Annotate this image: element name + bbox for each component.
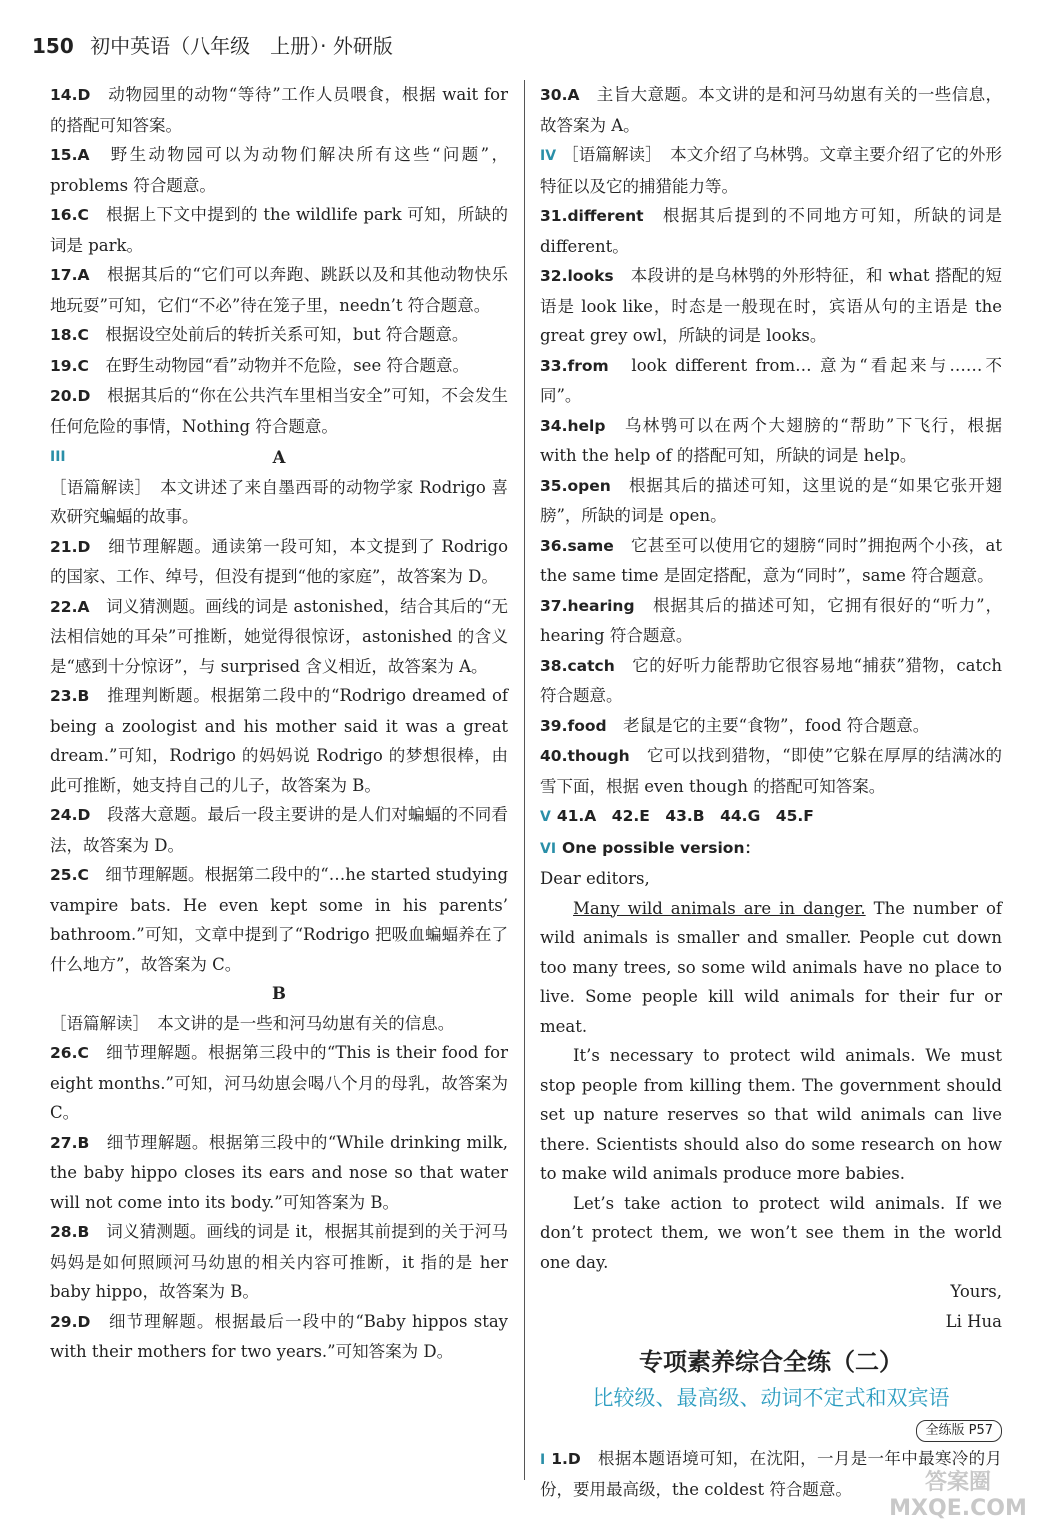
answer-item [540, 351, 1002, 411]
answers-group-right-1 [540, 80, 1002, 140]
answer-number: 24.D [50, 806, 91, 824]
answer-explanation: 在野生动物园“看”动物并不危险，see 符合题意。 [105, 355, 469, 375]
answer-item [50, 260, 508, 320]
letter-p1-rest: The number of wild animals is smaller and smaller. People cut down too many trees, so some wild animals have no place to live. Some people kill wild animals for their fur or meat. [540, 898, 1002, 1036]
answer-number: 19.C [50, 356, 89, 375]
answer-number: 20.D [50, 387, 91, 405]
section-mark: IV [540, 148, 557, 164]
answer-item [540, 741, 1002, 801]
answer-explanation: 细节理解题。根据第二段中的“…he started studying vampire bats. He even kept some in his parents’ bathroom.”可知，文章中提到了“Rodrigo 把吸血蝙蝠养在了什么地方”，故答案为 C。 [50, 865, 509, 974]
answer-item [540, 531, 1002, 591]
answer-number: 33.from [540, 356, 609, 375]
answer-explanation: 乌林鸮可以在两个大翅膀的“帮助”下飞行，根据 with the help of 的搭配可知，所缺的词是 help。 [540, 415, 1002, 465]
answer-explanation: 根据设空处前后的转折关系可知，but 符合题意。 [105, 325, 469, 344]
answer-number: 37.hearing [540, 596, 635, 615]
letter-greeting: Dear editors, [540, 869, 650, 888]
book-title: 初中英语（八年级 上册）· 外研版 [90, 34, 393, 58]
one-possible-version: One possible version： [562, 838, 760, 857]
answer-number: 38.catch [540, 656, 615, 675]
answers-group-right-2 [540, 201, 1002, 801]
answer-item [50, 320, 508, 351]
answer-explanation: 词义猜测题。画线的词是 astonished，结合其后的“无法相信她的耳朵”可推断，她觉得很惊讶，astonished 的含义是“感到十分惊讶”，与 surprised 含义相近，故答案为 A。 [50, 596, 509, 676]
section-mark: I [540, 1451, 546, 1468]
answer-item [540, 471, 1002, 531]
answer-number: 26.C [50, 1044, 89, 1062]
special-section-title: 专项素养综合全练（二） [639, 1348, 903, 1376]
answer-explanation: 本段讲的是乌林鸮的外形特征，和 what 搭配的短语是 look like，时态是一般现在时，宾语从句的主语是 the great grey owl，所缺的词是 looks。 [540, 266, 1002, 345]
section-mark: III [50, 449, 66, 465]
answer-number: 27.B [50, 1133, 90, 1152]
answer-explanation: 段落大意题。最后一段主要讲的是人们对蝙蝠的不同看法，故答案为 D。 [50, 805, 509, 855]
answer-item [540, 261, 1002, 351]
section-mark: V [540, 809, 551, 825]
right-column [540, 80, 1002, 1505]
passage-b-title: B [272, 984, 286, 1003]
answer-number: 40.though [540, 747, 630, 765]
answer-number: 14.D [50, 86, 91, 104]
answer-number: 34.help [540, 416, 606, 435]
answer-item [50, 1307, 508, 1367]
answer-explanation: 野生动物园可以为动物们解决所有这些“问题”，problems 符合题意。 [50, 145, 508, 195]
answer-number: 23.B [50, 687, 90, 705]
answer-number: 30.A [540, 86, 580, 104]
answer-item [540, 411, 1002, 471]
section-v-answers [540, 801, 1002, 833]
page-number: 150 [32, 34, 74, 58]
answer-explanation: 根据其后的“你在公共汽车里相当安全”可知，不会发生任何危险的事情，Nothing 符合题意。 [50, 386, 509, 436]
answer-explanation: 细节理解题。通读第一段可知，本文提到了 Rodrigo 的国家、工作、绰号，但没有提到“他的家庭”，故答案为 D。 [50, 536, 509, 586]
left-column [50, 80, 508, 1367]
answer-explanation: 主旨大意题。本文讲的是和河马幼崽有关的一些信息，故答案为 A。 [540, 85, 1003, 135]
answers-group-left-3 [50, 1038, 508, 1367]
answer-explanation: 根据其后的“它们可以奔跑、跳跃以及和其他动物快乐地玩耍”可知，它们“不必”待在笼子里，needn’t 符合题意。 [50, 265, 509, 315]
answer-item [50, 592, 508, 682]
passage-a-title: A [272, 448, 286, 467]
answer-item [50, 80, 508, 140]
answer-item [540, 201, 1002, 261]
answer-number: 39.food [540, 716, 607, 735]
answer-explanation: 动物园里的动物“等待”工作人员喂食，根据 wait for 的搭配可知答案。 [50, 85, 508, 135]
passage-b-intro: ［语篇解读］ 本文讲的是一些和河马幼崽有关的信息。 [50, 1013, 455, 1033]
answer-explanation: 根据其后的描述可知，它拥有很好的“听力”，hearing 符合题意。 [540, 595, 1003, 645]
answer-explanation: 推理判断题。根据第二段中的“Rodrigo dreamed of being a zoologist and his mother said it was a great dream.”可知，Rodrigo 的妈妈说 Rodrigo 的梦想很棒，由此可推断，她支持自己的儿子，故答案为 B。 [50, 686, 509, 795]
answer-item [540, 711, 1002, 742]
answer-item [50, 200, 508, 260]
answers-41-45: 41.A 42.E 43.B 44.G 45.F [556, 807, 814, 825]
answer-item [50, 1128, 508, 1218]
letter-paragraph-2: It’s necessary to protect wild animals. We must stop people from killing them. The government should set up nature reserves so that wild animals can live there. Scientists should also do some research on how to make wild animals produce more babies. [540, 1046, 1002, 1183]
answer-explanation: 词义猜测题。画线的词是 it，根据其前提到的关于河马妈妈是如何照顾河马幼崽的相关内容可推断，it 指的是 her baby hippo，故答案为 B。 [50, 1222, 509, 1301]
page-reference-tag: 全练版 P57 [916, 1420, 1002, 1442]
answer-item [50, 351, 508, 382]
answer-item [50, 800, 508, 860]
answer-item [50, 1217, 508, 1307]
answers-group-left-2 [50, 532, 508, 980]
column-divider [524, 80, 525, 1480]
answer-explanation: 细节理解题。根据第三段中的“This is their food for eight months.”可知，河马幼崽会喝八个月的母乳，故答案为 C。 [50, 1043, 508, 1122]
answer-item [50, 532, 508, 592]
answer-item [540, 80, 1002, 140]
section-mark: VI [540, 840, 557, 857]
letter-underlined-sentence: Many wild animals are in danger. [573, 898, 866, 918]
page-header [32, 30, 1022, 66]
answer-item [50, 381, 508, 441]
answer-item [50, 681, 508, 800]
answer-explanation: 细节理解题。根据最后一段中的“Baby hippos stay with their mothers for two years.”可知答案为 D。 [50, 1311, 509, 1361]
answer-number: 31.different [540, 207, 644, 225]
watermark-logo: 答案圈 MXQE.COM [889, 1470, 1027, 1521]
answer-number: 29.D [50, 1312, 91, 1331]
answer-explanation: 根据上下文中提到的 the wildlife park 可知，所缺的词是 park。 [50, 205, 509, 255]
answer-explanation: look different from… 意为“看起来与……不同”。 [540, 355, 1002, 405]
answer-item [50, 860, 508, 979]
passage-iv-intro-text: ［语篇解读］ 本文介绍了乌林鸮。文章主要介绍了它的外形特征以及它的捕猎能力等。 [540, 145, 1002, 196]
letter-signature: Li Hua [945, 1311, 1002, 1331]
answer-explanation: 它可以找到猎物，“即使”它躲在厚厚的结满冰的雪下面，根据 even though 的搭配可知答案。 [540, 746, 1003, 796]
answers-group-left-1 [50, 80, 508, 441]
answer-number: 25.C [50, 866, 89, 884]
answer-number: 36.same [540, 536, 614, 555]
answer-number: 17.A [50, 266, 90, 284]
letter-paragraph-3: Let’s take action to protect wild animals. If we don’t protect them, we won’t see them in the world one day. [540, 1193, 1002, 1272]
answer-number: 35.open [540, 476, 611, 495]
answer-number: 18.C [50, 326, 89, 344]
passage-a-intro: ［语篇解读］ 本文讲述了来自墨西哥的动物学家 Rodrigo 喜欢研究蝙蝠的故事。 [50, 477, 508, 526]
page-ref-wrap [540, 1414, 1002, 1444]
answer-number: 28.B [50, 1223, 90, 1241]
answer-number: 21.D [50, 537, 91, 556]
answer-number: 32.looks [540, 267, 614, 285]
answer-explanation: 它甚至可以使用它的翅膀“同时”拥抱两个小孩，at the same time 是固定搭配，意为“同时”，same 符合题意。 [540, 535, 1003, 585]
answer-explanation: 根据本题语境可知，在沈阳，一月是一年中最寒冷的月份，要用最高级，the coldest 符合题意。 [540, 1448, 1003, 1499]
answer-item [50, 140, 508, 200]
letter-closing: Yours, [950, 1282, 1002, 1301]
answer-explanation: 细节理解题。根据第三段中的“While drinking milk, the baby hippo closes its ears and nose so that water will not come into its body.”可知答案为 B。 [50, 1132, 508, 1212]
answer-explanation: 它的好听力能帮助它很容易地“捕获”猎物，catch 符合题意。 [540, 655, 1002, 705]
special-section-subtitle: 比较级、最高级、动词不定式和双宾语 [592, 1386, 950, 1410]
answer-item [540, 651, 1002, 711]
answer-item [540, 591, 1002, 651]
passage-iv-intro [540, 140, 1002, 201]
answer-explanation: 根据其后提到的不同地方可知，所缺的词是 different。 [540, 206, 1003, 256]
answer-number: 1.D [551, 1449, 581, 1468]
letter-paragraph-1 [540, 894, 1002, 1042]
answer-number: 16.C [50, 206, 89, 224]
section-vi-label [540, 833, 1002, 865]
answer-item [50, 1038, 508, 1128]
answer-number: 22.A [50, 597, 90, 616]
answer-explanation: 老鼠是它的主要“食物”，food 符合题意。 [623, 715, 930, 735]
answer-explanation: 根据其后的描述可知，这里说的是“如果它张开翅膀”，所缺的词是 open。 [540, 475, 1003, 525]
answer-number: 15.A [50, 146, 90, 164]
